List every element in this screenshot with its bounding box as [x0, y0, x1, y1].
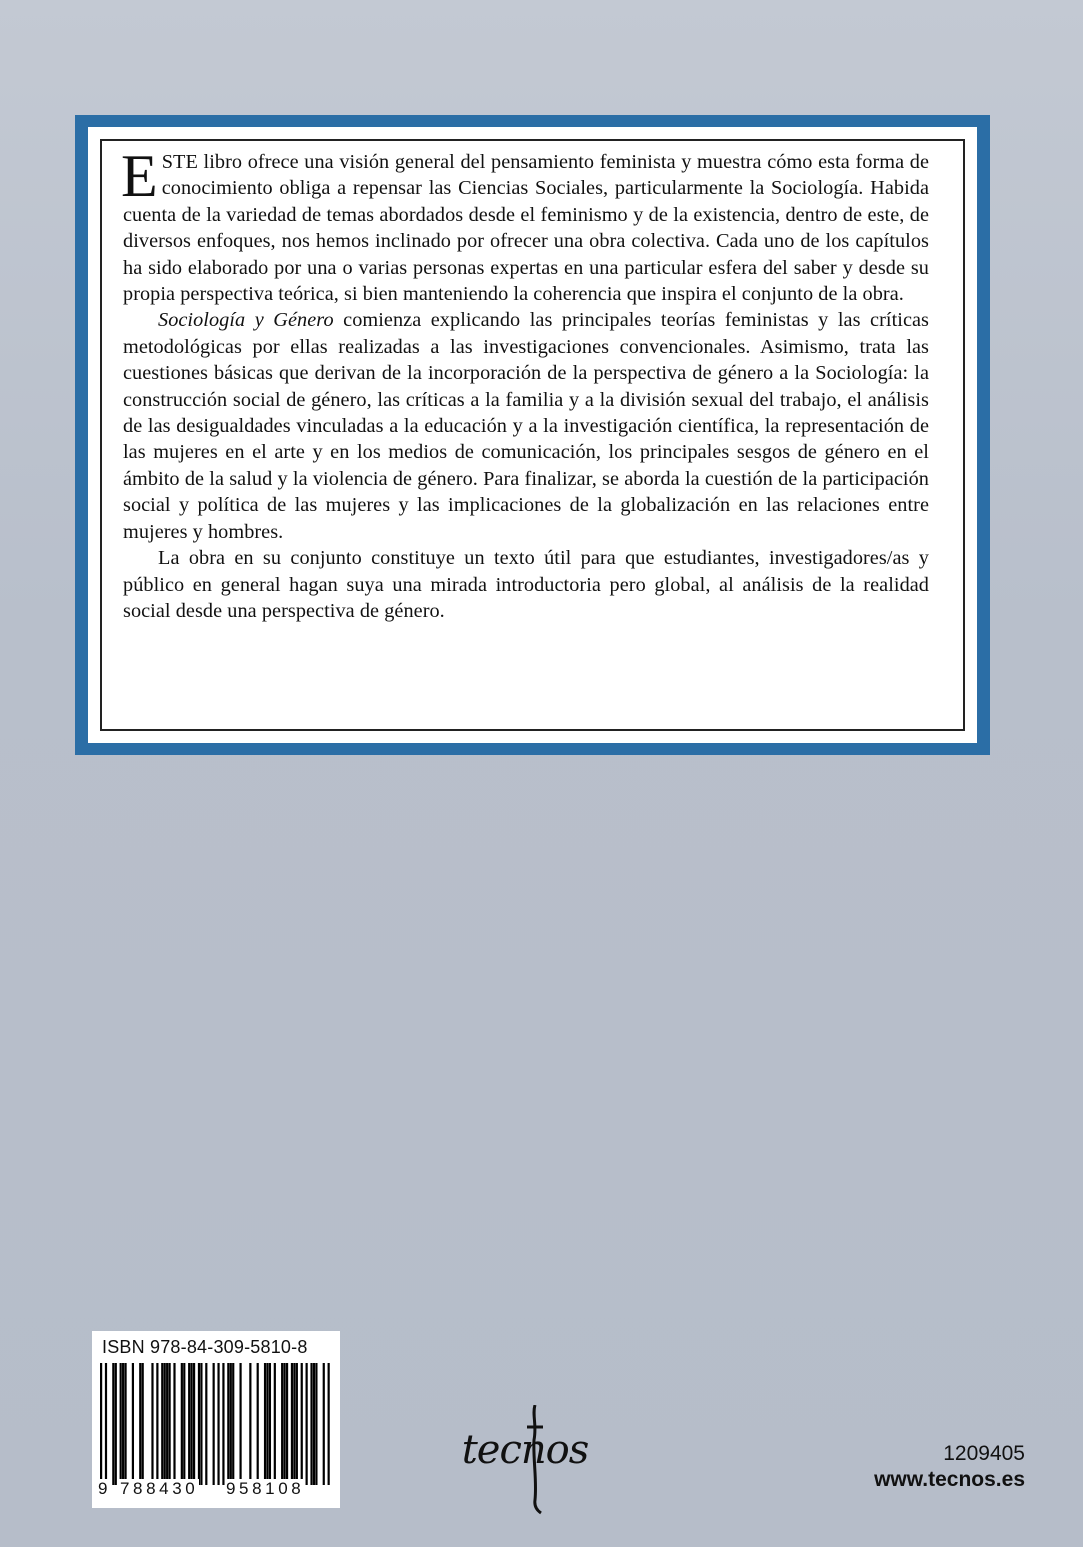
blurb-paragraph-1	[121, 143, 929, 307]
isbn-barcode-box	[92, 1331, 340, 1508]
blurb-panel	[88, 127, 977, 743]
blurb-frame	[75, 115, 990, 755]
publisher-url: www.tecnos.es	[874, 1468, 1025, 1491]
isbn-label: ISBN 978-84-309-5810-8	[102, 1337, 308, 1357]
barcode-digits	[97, 1479, 335, 1501]
barcode-digits-left: 788430	[120, 1479, 199, 1498]
drop-cap: E	[121, 143, 158, 209]
barcode-digit-first: 9	[98, 1479, 108, 1498]
blurb-paragraph-1-text: STE libro ofrece una visión general del pensamiento feminista y muestra cómo esta forma de conocimiento obliga a repensar las Ciencias Sociales, particularmente la Sociología. Habida cuenta de la variedad de temas abordados desde el feminismo y de la existencia, dentro de este, de diversos enfoques, nos hemos inclinado por ofrecer una obra colectiva. Cada uno de los capítulos ha sido elaborado por una o varias personas expertas en una particular esfera del saber y desde su propia perspectiva teórica, si bien manteniendo la coherencia que inspira el conjunto de la obra.	[123, 151, 929, 306]
product-code: 1209405	[943, 1442, 1025, 1465]
barcode-icon	[100, 1363, 330, 1485]
blurb-paragraph-3: La obra en su conjunto constituye un texto útil para que estudiantes, investigadores/as y público en general hagan suya una mirada introductoria pero global, al análisis de la realidad social desde una perspectiva de género.	[123, 547, 929, 622]
blurb-text	[121, 143, 929, 624]
logo-wordmark: tecnos	[461, 1427, 589, 1473]
tecnos-logo	[455, 1405, 595, 1515]
barcode-digits-right: 958108	[226, 1479, 305, 1498]
book-title-italic: Sociología y Género	[158, 309, 334, 332]
blurb-paragraph-2	[123, 307, 929, 545]
blurb-paragraph-2-text: comienza explicando las principales teorías feministas y las críticas metodológicas por ellas realizadas a las investigaciones convencionales. Asimismo, trata las cuestiones básicas que derivan de la incorporación de la perspectiva de género a la Sociología: la construcción social de género, las críticas a la familia y a la división sexual del trabajo, el análisis de las desigualdades vinculadas a la educación y a la investigación científica, la representación de las mujeres en el arte y en los medios de comunicación, los principales sesgos de género en el ámbito de la salud y la violencia de género. Para finalizar, se aborda la cuestión de la participación social y política de las mujeres y las implicaciones de la globalización en las relaciones entre mujeres y hombres.	[123, 309, 929, 543]
